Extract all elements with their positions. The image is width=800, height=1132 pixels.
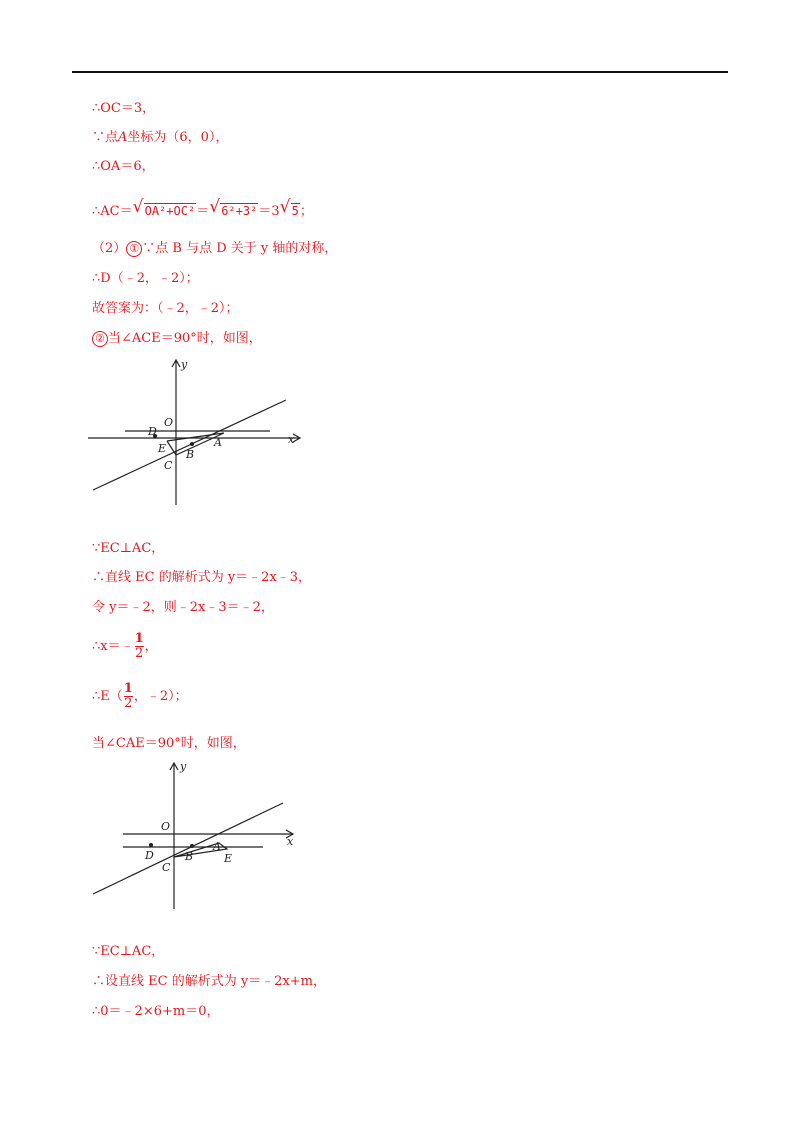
line-set-equation: ∴设直线 EC 的解析式为 y＝﹣2x+m，: [92, 974, 327, 989]
fraction: [124, 682, 133, 711]
figure-1: [88, 355, 308, 510]
fraction: [135, 632, 144, 661]
text: ∵点 B 与点 D 关于 y 轴的对称，: [142, 241, 338, 256]
label-c: C: [164, 459, 173, 472]
line-ac: [93, 803, 283, 894]
numerator: 1: [123, 681, 133, 696]
label-b: B: [185, 850, 194, 863]
point-b: [190, 442, 194, 446]
line-oa: ∴OA＝6，: [92, 159, 155, 174]
line-ac: [93, 400, 286, 490]
line-answer: 故答案为：（﹣2，﹣2）；: [92, 301, 239, 316]
header-rule: [72, 71, 728, 73]
line-part2: [92, 240, 337, 258]
line-x-value: [92, 631, 158, 663]
numerator: 1: [134, 631, 144, 646]
circled-one: ①: [126, 241, 142, 257]
text: ∴E（: [92, 689, 123, 704]
denominator: 2: [134, 646, 144, 661]
label-x: x: [287, 835, 294, 848]
text: ∴x＝﹣: [92, 639, 134, 654]
sqrt-2: [209, 202, 258, 221]
line-ec-perp-2: ∵EC⊥AC，: [92, 944, 165, 959]
text: ＝: [196, 204, 210, 219]
line-ec-equation: ∴直线 EC 的解析式为 y＝﹣2x﹣3，: [92, 570, 312, 585]
label-b: B: [186, 448, 195, 461]
label-c: C: [162, 861, 171, 874]
label-x: x: [288, 433, 295, 446]
sqrt-3: [280, 202, 300, 221]
text: 坐标为（6，0），: [127, 130, 229, 145]
line-d: ∴D（﹣2，﹣2）；: [92, 271, 199, 286]
denominator: 2: [124, 696, 133, 711]
text: 当∠ACE＝90°时，如图，: [108, 331, 262, 346]
radicand: OA²+OC²: [144, 204, 196, 218]
line-solve-m: ∴0＝﹣2×6+m＝0，: [92, 1004, 220, 1019]
label-d: D: [145, 849, 154, 862]
point-b: [190, 844, 194, 848]
label-o: O: [164, 416, 174, 429]
line-case1: [92, 330, 262, 348]
label-e: E: [158, 442, 167, 455]
text: ∴AC＝: [92, 204, 133, 219]
text: A: [118, 130, 128, 145]
label-a: A: [213, 840, 221, 853]
figure-2: [88, 757, 308, 912]
sqrt-1: [133, 202, 197, 221]
text: ∵点: [92, 130, 119, 145]
point-d: [149, 843, 153, 847]
text: ＝3: [258, 204, 280, 219]
label-d: D: [148, 425, 157, 438]
line-ac: [92, 202, 313, 221]
radicand: 5: [291, 204, 299, 218]
radicand: 6²+3²: [221, 204, 258, 218]
line-ec-perp: ∵EC⊥AC，: [92, 541, 165, 556]
line-case2: 当∠CAE＝90°时，如图，: [92, 736, 246, 751]
line-oc: ∴OC＝3，: [92, 101, 156, 116]
label-e: E: [224, 852, 233, 865]
text: （2）: [92, 241, 127, 256]
text: ，: [144, 639, 158, 654]
line-point-a: [92, 129, 228, 147]
label-o: O: [161, 820, 171, 833]
text: ，﹣2）；: [133, 689, 188, 704]
text: ；: [299, 204, 313, 219]
line-let-y: 令 y＝﹣2，则﹣2x﹣3＝﹣2，: [92, 600, 274, 615]
circled-two: ②: [92, 331, 108, 347]
label-y: y: [181, 358, 188, 371]
label-a: A: [214, 436, 222, 449]
line-e-coord: [92, 681, 188, 713]
label-y: y: [180, 760, 187, 773]
